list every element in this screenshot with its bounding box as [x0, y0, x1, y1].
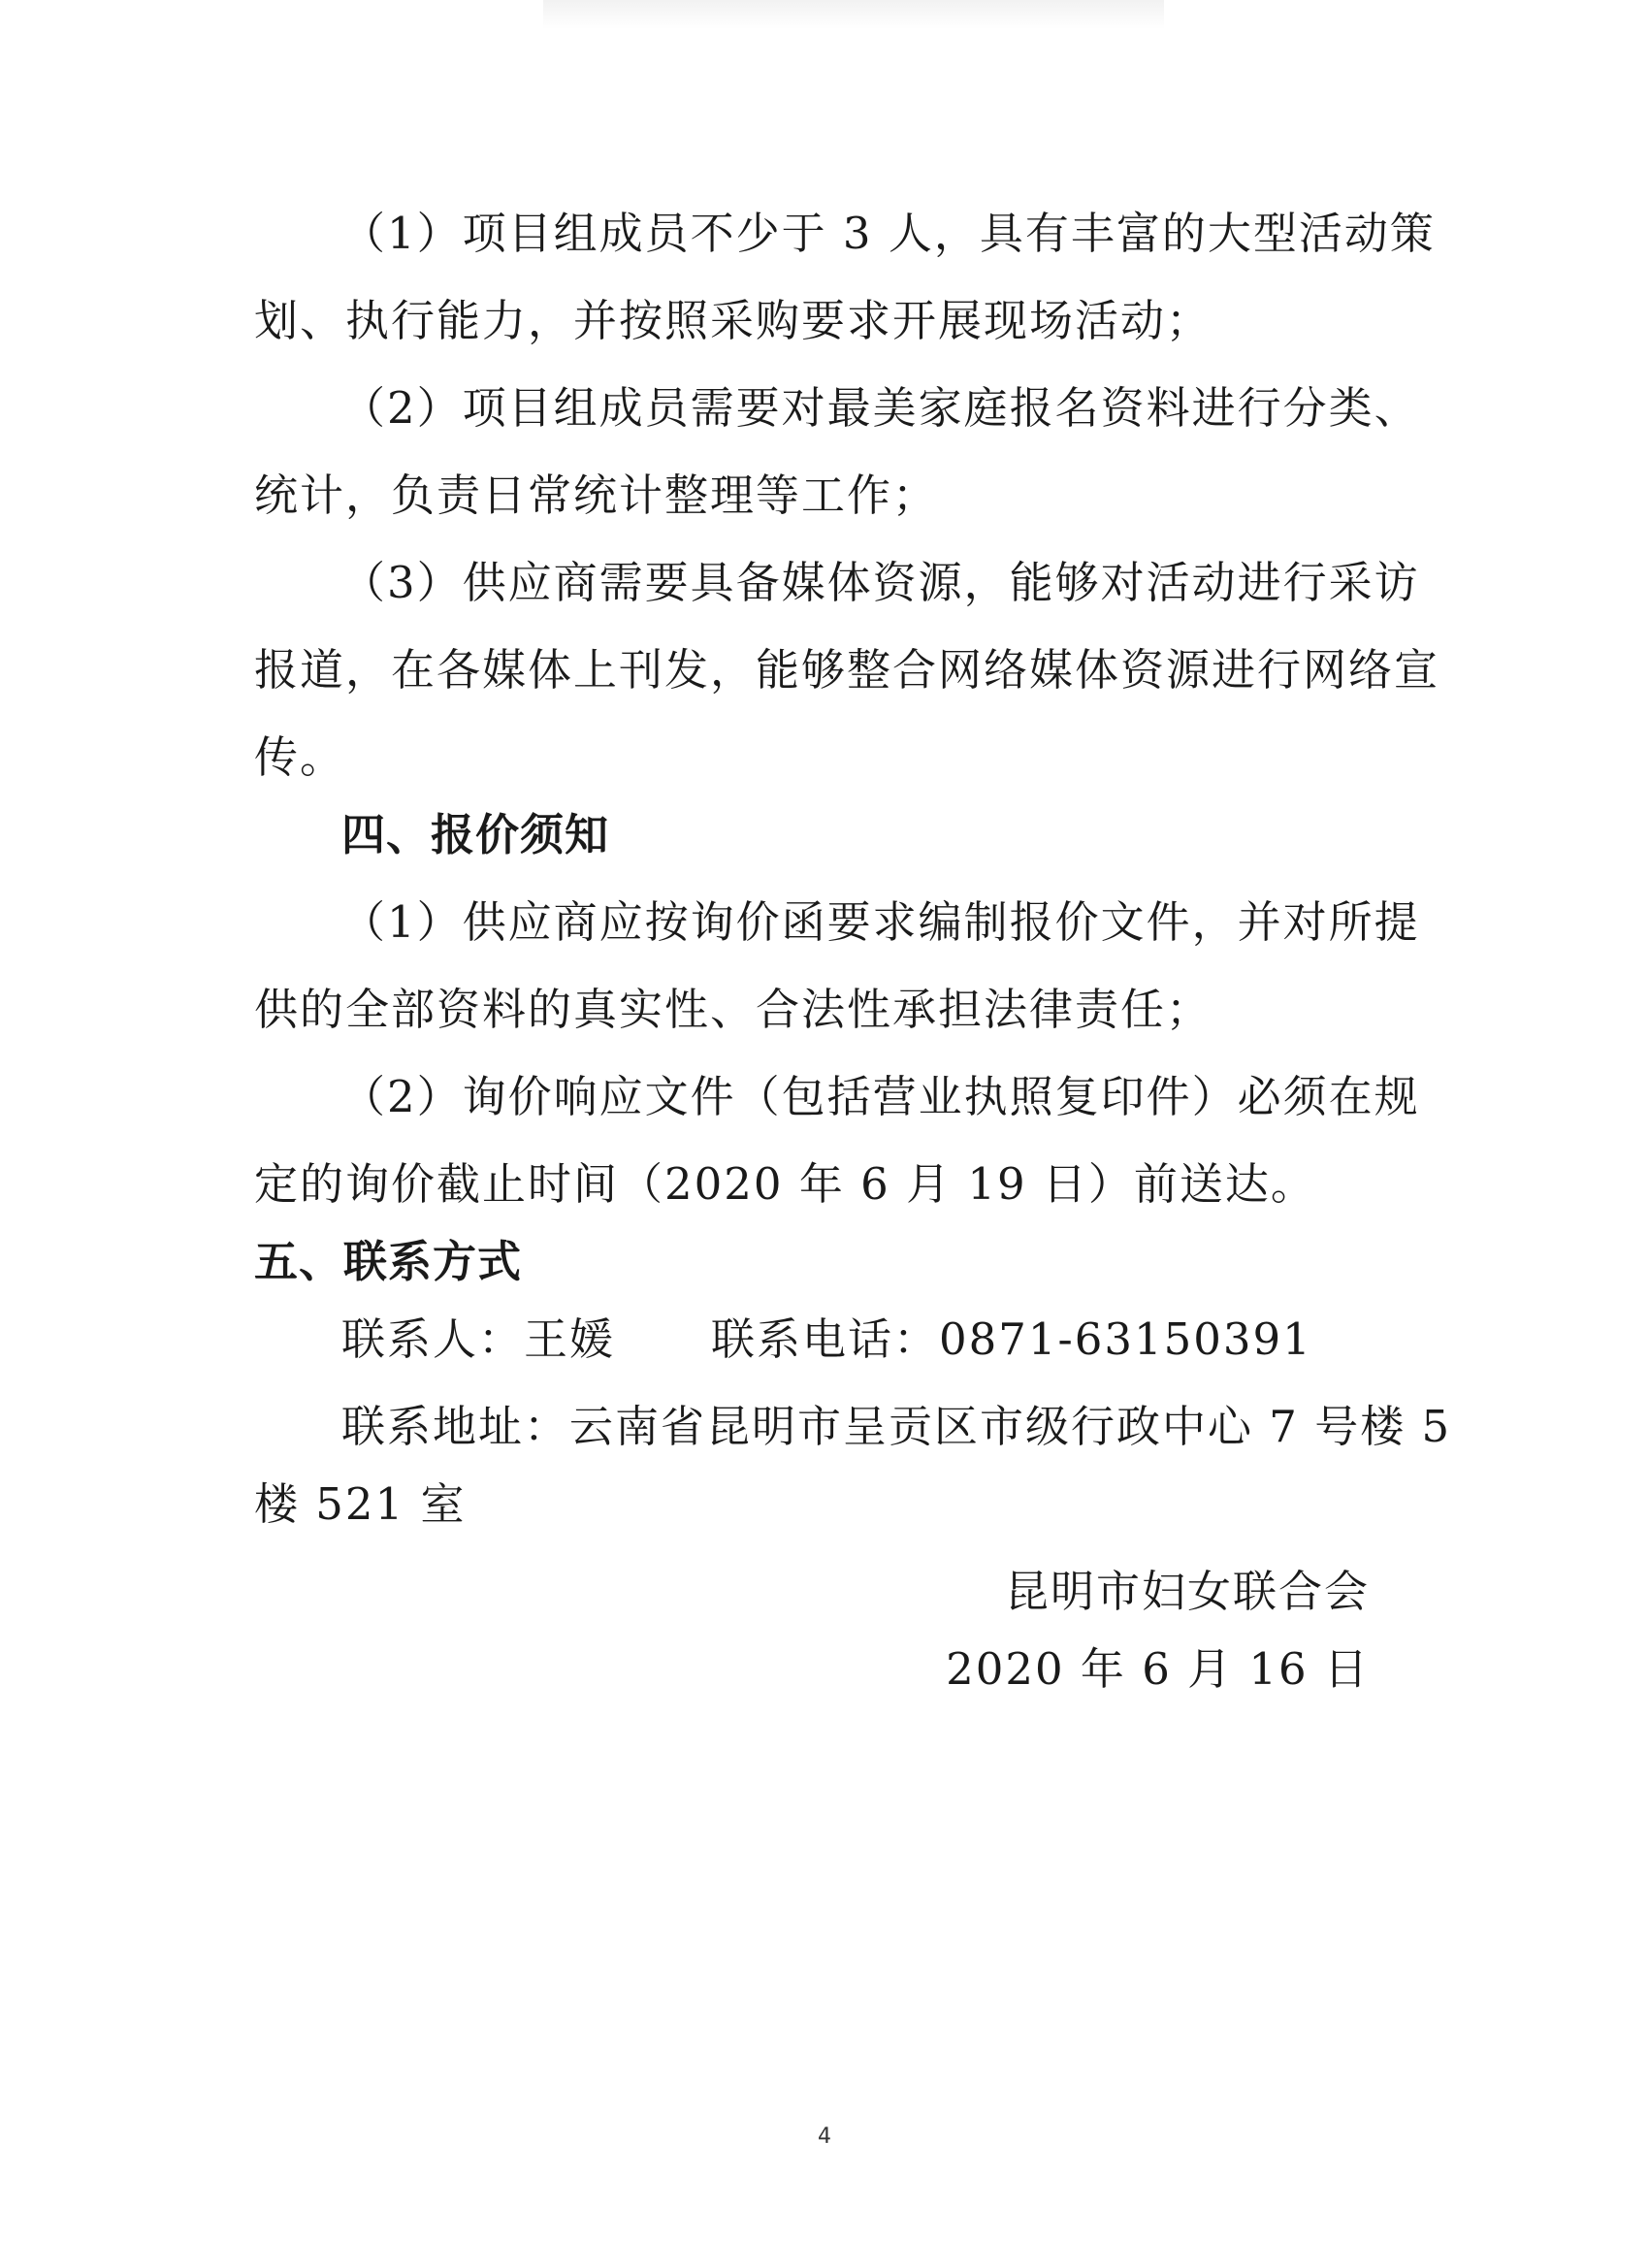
signature-date: 2020 年 6 月 16 日 [946, 1643, 1370, 1695]
section-5-heading: 五、联系方式 [254, 1236, 523, 1287]
page-number: 4 [818, 2124, 831, 2149]
signature-organization: 昆明市妇女联合会 [1004, 1566, 1370, 1617]
section-4-item-1-line-1: （1）供应商应按询价函要求编制报价文件，并对所提 [341, 896, 1420, 948]
contact-phone: 联系电话：0871-63150391 [711, 1313, 1312, 1365]
item-3-line-2: 报道，在各媒体上刊发，能够整合网络媒体资源进行网络宣 [254, 644, 1440, 696]
item-1-line-2: 划、执行能力，并按照采购要求开展现场活动； [254, 295, 1212, 346]
item-3-line-3: 传。 [254, 731, 346, 783]
item-2-line-2: 统计，负责日常统计整理等工作； [254, 470, 939, 521]
section-4-item-2-line-1: （2）询价响应文件（包括营业执照复印件）必须在规 [341, 1071, 1420, 1122]
item-1-line-1: （1）项目组成员不少于 3 人，具有丰富的大型活动策 [341, 208, 1436, 259]
section-4-item-2-line-2: 定的询价截止时间（2020 年 6 月 19 日）前送达。 [254, 1158, 1316, 1210]
item-3-line-1: （3）供应商需要具备媒体资源，能够对活动进行采访 [341, 557, 1420, 608]
scan-shadow [543, 0, 1164, 29]
section-4-item-1-line-2: 供的全部资料的真实性、合法性承担法律责任； [254, 984, 1212, 1035]
contact-address-line-1: 联系地址：云南省昆明市呈贡区市级行政中心 7 号楼 5 [341, 1401, 1452, 1452]
contact-address-line-2: 楼 521 室 [254, 1478, 467, 1530]
section-4-heading: 四、报价须知 [341, 809, 610, 860]
contact-person: 联系人：王媛 [341, 1313, 616, 1365]
item-2-line-1: （2）项目组成员需要对最美家庭报名资料进行分类、 [341, 382, 1420, 434]
